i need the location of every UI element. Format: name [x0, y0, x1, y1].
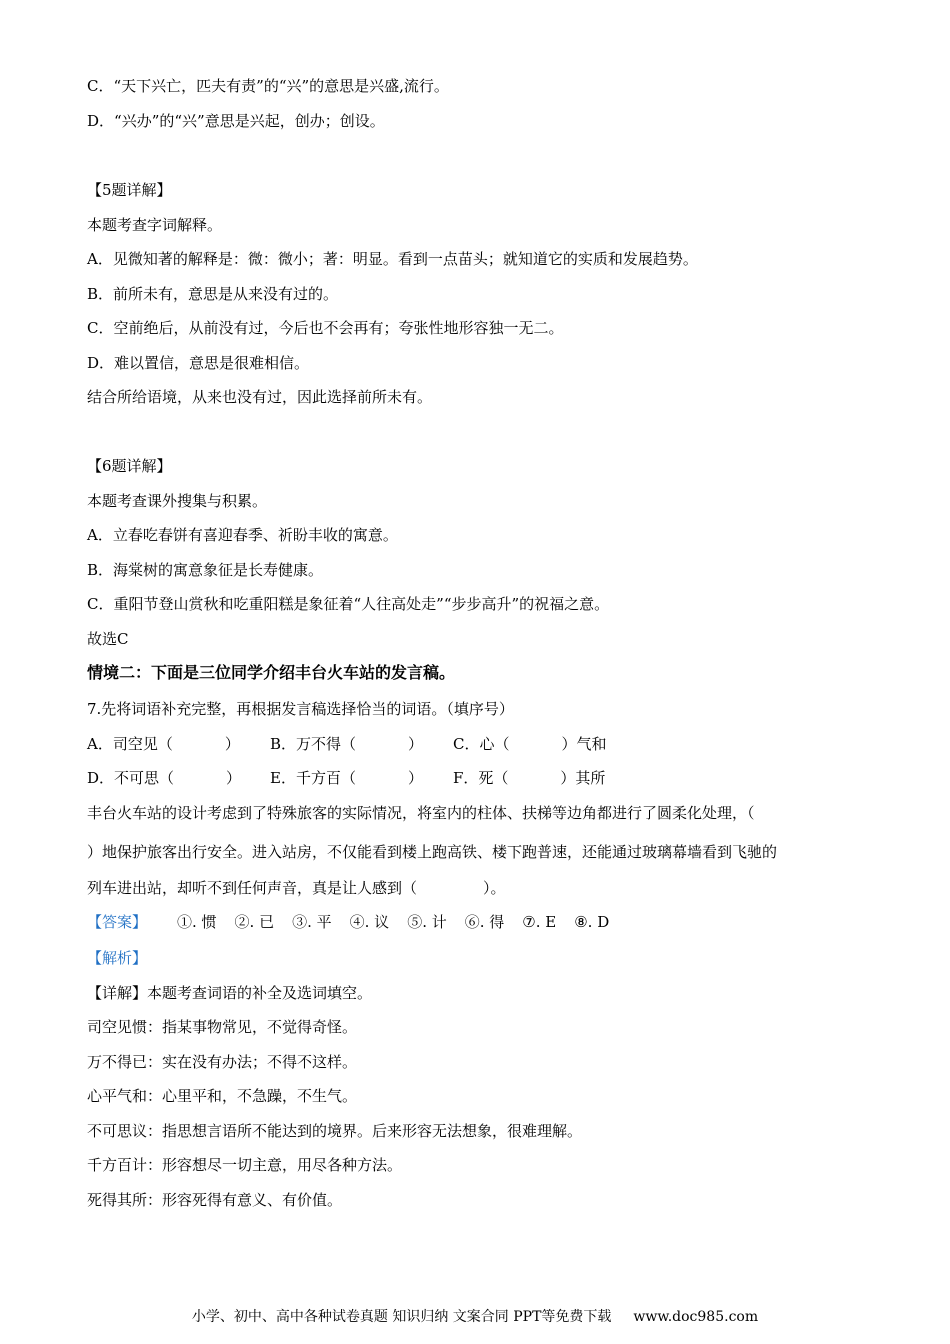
answer-item: ⑤. 计 — [407, 913, 447, 931]
answer-label: 【答案】 — [87, 913, 148, 931]
scenario-title: 情境二：下面是三位同学介绍丰台火车站的发言稿。 — [87, 663, 456, 682]
answer-item: ③. 平 — [292, 913, 332, 931]
q7-option-d — [87, 768, 270, 788]
q7-option-b-pre: B．万不得（ — [270, 735, 357, 753]
q7-option-f-post: ）其所 — [560, 769, 606, 787]
answer-item: ⑧. D — [574, 913, 610, 931]
q7-option-a-post: ） — [224, 735, 240, 753]
q7-options-row-1 — [87, 734, 607, 754]
q7-option-b — [270, 734, 453, 754]
analysis-label: 【解析】 — [87, 949, 148, 967]
explanation-line: 死得其所：形容死得有意义、有价值。 — [87, 1191, 343, 1209]
detail-text: 本题考查词语的补全及选词填空。 — [147, 984, 373, 1002]
q6-option-b: B．海棠树的寓意象征是长寿健康。 — [87, 561, 324, 579]
q5-option-b: B．前所未有，意思是从来没有过的。 — [87, 285, 339, 303]
q7-option-a — [87, 734, 270, 754]
q7-detail — [87, 983, 372, 1003]
q5-option-a: A．见微知著的解释是：微：微小；著：明显。看到一点苗头；就知道它的实质和发展趋势。 — [87, 250, 698, 268]
explanation-line: 心平气和：心里平和，不急躁，不生气。 — [87, 1087, 358, 1105]
q7-option-e-post: ） — [407, 769, 423, 787]
footer-url[interactable]: www.doc985.com — [633, 1309, 759, 1325]
answer-item: ⑥. 得 — [464, 913, 505, 931]
q7-passage-line-3-pre: 列车进出站，却听不到任何声音，真是让人感到（ — [87, 879, 418, 897]
answer-item: ⑦. E — [522, 913, 557, 931]
q7-option-f — [453, 769, 605, 787]
q7-answer-row — [87, 911, 627, 933]
q7-passage-line-2: ）地保护旅客出行安全。进入站房，不仅能看到楼上跑高铁、楼下跑普速，还能通过玻璃幕墙看到飞驰的 — [87, 843, 778, 861]
explanation-line: 万不得已：实在没有办法；不得不这样。 — [87, 1053, 358, 1071]
q7-option-a-pre: A．司空见（ — [87, 735, 173, 753]
q5-option-c: C．空前绝后，从前没有过，今后也不会再有；夸张性地形容独一无二。 — [87, 319, 564, 337]
q7-option-f-pre: F．死（ — [453, 769, 509, 787]
q5-intro: 本题考查字词解释。 — [87, 216, 223, 234]
page-footer — [0, 1307, 950, 1327]
q6-conclusion: 故选C — [87, 630, 129, 648]
answer-item: ④. 议 — [349, 913, 390, 931]
q7-option-c-pre: C．心（ — [453, 735, 510, 753]
q6-option-c: C．重阳节登山赏秋和吃重阳糕是象征着“人往高处走”“步步高升”的祝福之意。 — [87, 595, 610, 613]
q7-passage-line-3 — [87, 878, 506, 898]
q5-conclusion: 结合所给语境，从来也没有过，因此选择前所未有。 — [87, 388, 433, 406]
q6-option-a: A．立春吃春饼有喜迎春季、祈盼丰收的寓意。 — [87, 526, 398, 544]
q7-option-d-post: ） — [226, 769, 242, 787]
q4-option-d: D．“兴办”的“兴”意思是兴起，创办；创设。 — [87, 112, 385, 130]
q6-intro: 本题考查课外搜集与积累。 — [87, 492, 268, 510]
q7-passage-line-3-post: ）。 — [483, 879, 506, 897]
detail-label: 【详解】 — [87, 984, 148, 1002]
explanation-line: 不可思议：指思想言语所不能达到的境界。后来形容无法想象，很难理解。 — [87, 1122, 583, 1140]
q7-option-c-post: ）气和 — [561, 735, 607, 753]
q7-passage-line-1: 丰台火车站的设计考虑到了特殊旅客的实际情况，将室内的柱体、扶梯等边角都进行了圆柔化处理，（ — [87, 804, 755, 822]
q7-options-row-2 — [87, 768, 605, 788]
q7-option-e — [270, 768, 453, 788]
answer-item: ①. 惯 — [177, 913, 217, 931]
q5-header: 【5题详解】 — [87, 181, 172, 199]
q4-option-c: C．“天下兴亡，匹夫有责”的“兴”的意思是兴盛,流行。 — [87, 77, 449, 95]
explanation-line: 司空见惯：指某事物常见，不觉得奇怪。 — [87, 1018, 358, 1036]
q7-option-b-post: ） — [408, 735, 424, 753]
q7-option-c — [453, 735, 607, 753]
answer-item: ②. 已 — [234, 913, 275, 931]
q7-option-d-pre: D．不可思（ — [87, 769, 175, 787]
q7-stem: 7.先将词语补充完整，再根据发言稿选择恰当的词语。（填序号） — [87, 700, 514, 718]
q6-header: 【6题详解】 — [87, 457, 172, 475]
footer-text: 小学、初中、高中各种试卷真题 知识归纳 文案合同 PPT等免费下载 — [191, 1309, 612, 1325]
q5-option-d: D．难以置信，意思是很难相信。 — [87, 354, 310, 372]
q7-option-e-pre: E．千方百（ — [270, 769, 356, 787]
explanation-line: 千方百计：形容想尽一切主意，用尽各种方法。 — [87, 1156, 403, 1174]
